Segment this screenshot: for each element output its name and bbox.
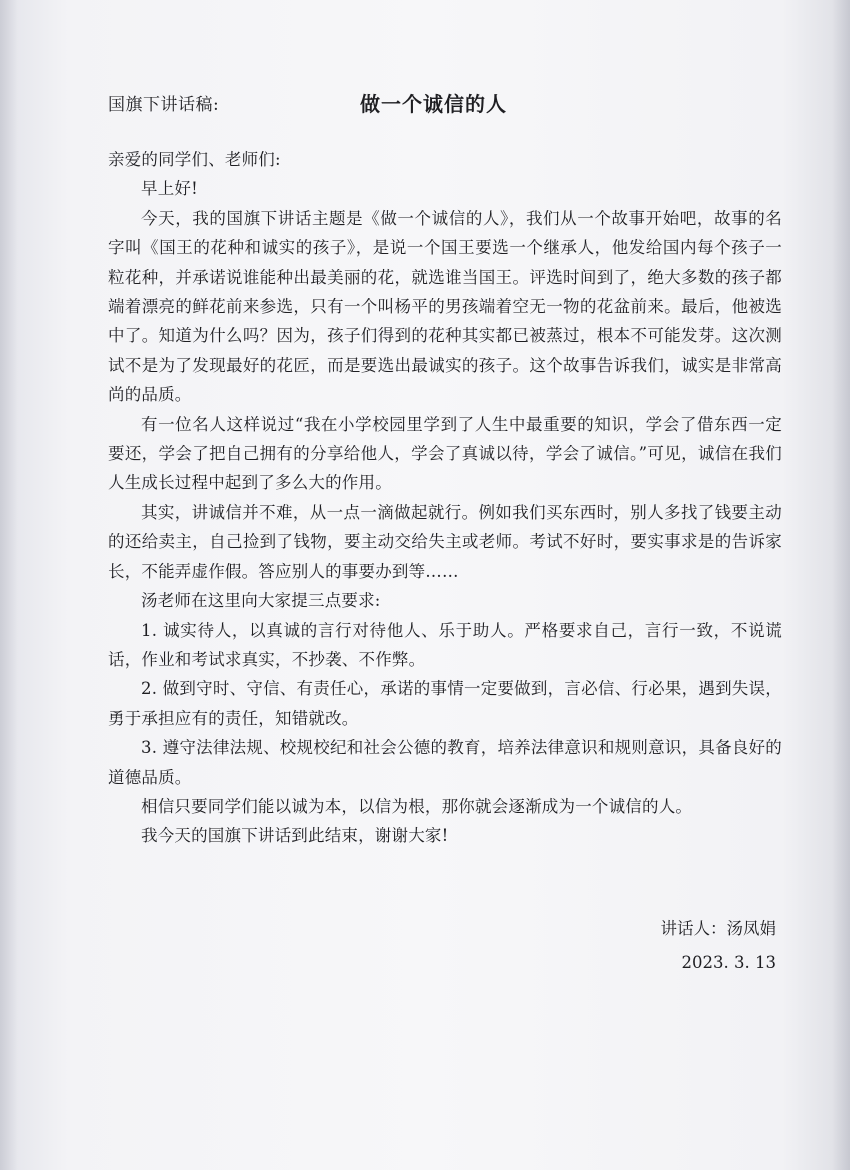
requirement-2: 2. 做到守时、守信、有责任心，承诺的事情一定要做到，言必信、行必果，遇到失误，勇于承担应有的责任，知错就改。 [108, 679, 782, 728]
paragraph-requirements-intro: 汤老师在这里向大家提三点要求: [141, 591, 381, 611]
paragraph-closing: 我今天的国旗下讲话到此结束，谢谢大家! [141, 826, 449, 846]
signature-block [661, 912, 777, 980]
paragraph-quote: 有一位名人这样说过“我在小学校园里学到了人生中最重要的知识，学会了借东西一定要还，学会了把自己拥有的分享给他人，学会了真诚以待，学会了诚信。”可见，诚信在我们人生成长过程中起到了多么大的作用。 [108, 414, 782, 493]
speech-body [108, 145, 782, 851]
document-title: 做一个诚信的人 [360, 92, 507, 116]
paragraph-story: 今天，我的国旗下讲话主题是《做一个诚信的人》，我们从一个故事开始吧，故事的名字叫《国王的花种和诚实的孩子》，是说一个国王要选一个继承人，他发给国内每个孩子一粒花种，并承诺说谁能种出最美丽的花，就选谁当国王。评选时间到了，绝大多数的孩子都端着漂亮的鲜花前来参选，只有一个叫杨平的男孩端着空无一物的花盆前来。最后，他被选中了。知道为什么吗？因为，孩子们得到的花种其实都已被蒸过，根本不可能发芽。这次测试不是为了发现最好的花匠，而是要选出最诚实的孩子。这个故事告诉我们，诚实是非常高尚的品质。 [108, 208, 782, 405]
requirement-3: 3. 遵守法律法规、校规校纪和社会公德的教育，培养法律意识和规则意识，具备良好的道德品质。 [108, 738, 782, 787]
page-edge-shadow-left [0, 0, 18, 1170]
speech-date: 2023. 3. 13 [681, 953, 776, 972]
header-label: 国旗下讲话稿: [108, 95, 220, 115]
paragraph-examples: 其实，讲诚信并不难，从一点一滴做起就行。例如我们买东西时，别人多找了钱要主动的还给卖主，自己捡到了钱物，要主动交给失主或老师。考试不好时，要实事求是的告诉家长，不能弄虚作假。答应别人的事要办到等…… [108, 502, 782, 581]
paragraph-conclusion: 相信只要同学们能以诚为本，以信为根，那你就会逐渐成为一个诚信的人。 [141, 796, 693, 816]
page-edge-shadow-right [832, 0, 850, 1170]
greeting: 早上好! [141, 179, 198, 199]
salutation: 亲爱的同学们、老师们: [108, 150, 281, 169]
speaker-name: 讲话人：汤凤娟 [660, 919, 776, 938]
requirement-1: 1. 诚实待人，以真诚的言行对待他人、乐于助人。严格要求自己，言行一致，不说谎话，作业和考试求真实，不抄袭、不作弊。 [108, 620, 782, 669]
